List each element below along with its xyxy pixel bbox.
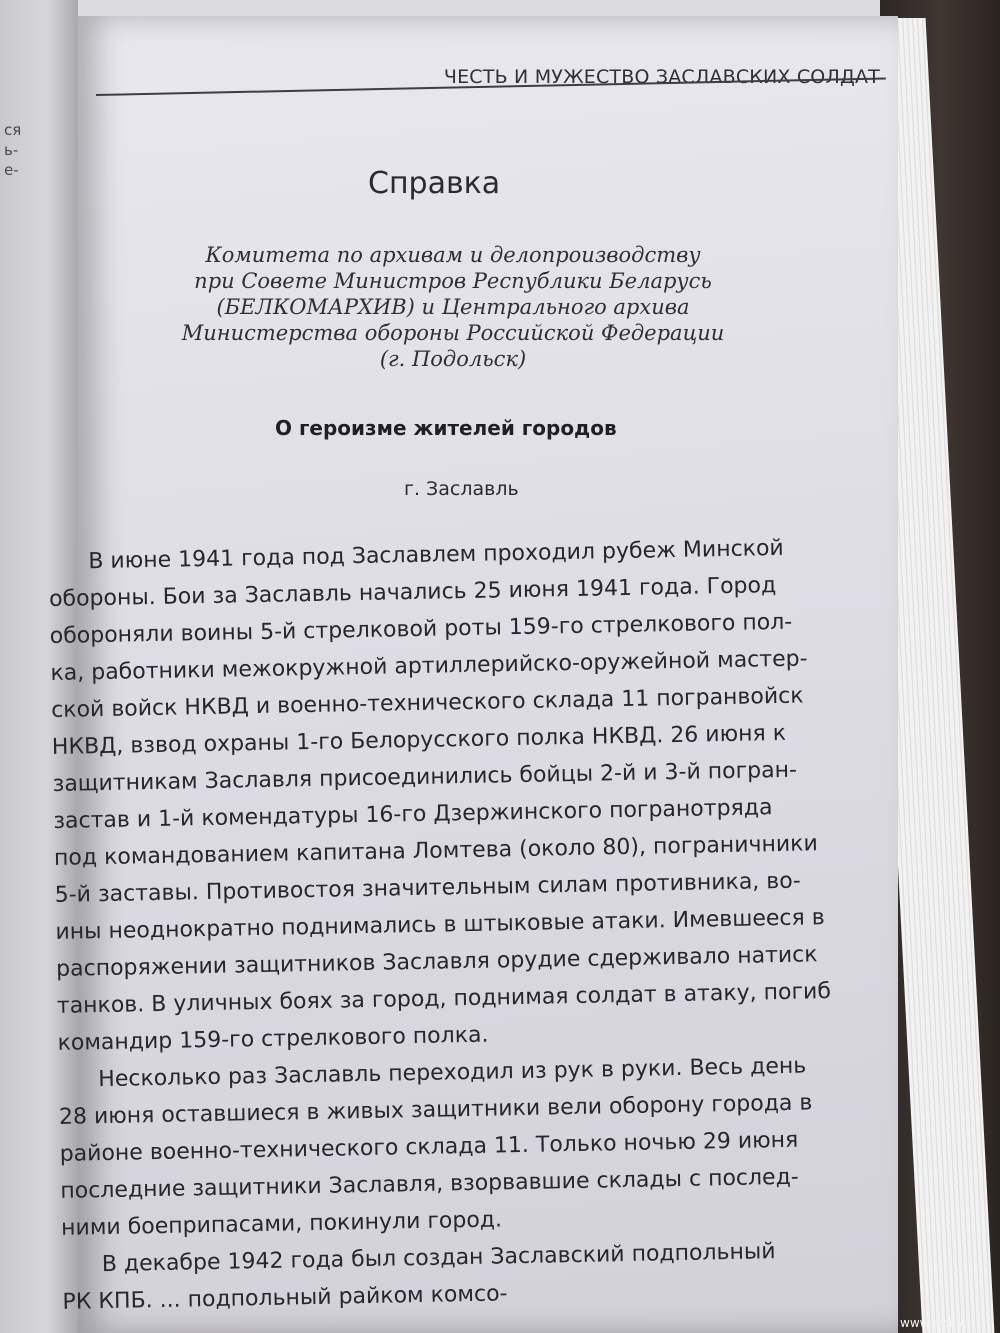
left-page-fragment: ь- <box>4 141 19 159</box>
body-line: районе военно-технического склада 11. Только ночью 29 июня <box>59 1127 799 1167</box>
left-page-text <box>4 120 21 180</box>
body-line: РК КПБ. ... подпольный райком комсо- <box>62 1281 508 1315</box>
subtitle-line: Министерства обороны Российской Федерации <box>181 321 725 345</box>
subtitle-block <box>173 242 733 372</box>
body-line: командир 159-го стрелкового полка. <box>57 1022 489 1056</box>
body-line: обороняли воины 5-й стрелковой роты 159-го стрелкового пол- <box>49 609 793 649</box>
book-page <box>48 16 898 1333</box>
body-line: Несколько раз Заславль переходил из рук в руки. Весь день <box>98 1053 807 1093</box>
body-line: под командованием капитана Ломтева (около 80), пограничники <box>53 831 818 871</box>
body-text <box>48 527 963 1321</box>
body-line: 28 июня оставшиеся в живых защитники вели оборону города в <box>58 1090 813 1130</box>
body-line: ской войск НКВД и военно-технического склада 11 погранвойск <box>50 683 804 723</box>
body-line: В декабре 1942 года был создан Заславский подпольный <box>101 1239 776 1278</box>
body-line: В июне 1941 года под Заславлем проходил рубеж Минской <box>88 535 784 575</box>
body-line: 5-й заставы. Противостоя значительным силам противника, во- <box>54 868 801 908</box>
body-line: танков. В уличных боях за город, поднимая солдат в атаку, погиб <box>56 979 832 1019</box>
left-page-fragment: е- <box>4 161 19 179</box>
subtitle-line: Комитета по архивам и делопроизводству <box>205 243 701 267</box>
body-line: ними боеприпасами, покинули город. <box>60 1207 503 1241</box>
body-line: ины неоднократно поднимались в штыковые атаки. Имевшееся в <box>55 905 825 945</box>
subtitle-line: (г. Подольск) <box>379 347 527 371</box>
location-heading: г. Заславль <box>404 478 519 500</box>
body-line: распоряжении защитников Заславля орудие сдерживало натиск <box>55 942 818 982</box>
body-line: застав и 1-й комендатуры 16-го Дзержинского погранотряда <box>53 795 773 834</box>
body-line: защитникам Заславля присоединились бойцы 2-й и 3-й погран- <box>52 757 798 797</box>
body-line: ка, работники межокружной артиллерийско-оружейной мастер- <box>50 646 808 686</box>
subtitle-line: (БЕЛКОМАРХИВ) и Центрального архива <box>216 295 690 319</box>
body-line: обороны. Бои за Заславль начались 25 июня 1941 года. Город <box>48 573 777 612</box>
running-head: ЧЕСТЬ И МУЖЕСТВО ЗАСЛАВСКИХ СОЛДАТ <box>443 66 880 88</box>
body-line: последние защитники Заславля, взорвавшие склады с послед- <box>60 1164 799 1204</box>
page-title: Справка <box>368 166 501 201</box>
left-page-fragment: ся <box>4 121 22 139</box>
subtitle-line: при Совете Министров Республики Беларусь <box>194 269 712 293</box>
watermark: www.ay.by <box>900 1316 964 1330</box>
body-line: НКВД, взвод охраны 1-го Белорусского полка НКВД. 26 июня к <box>51 720 787 760</box>
section-heading: О героизме жителей городов <box>275 416 617 440</box>
